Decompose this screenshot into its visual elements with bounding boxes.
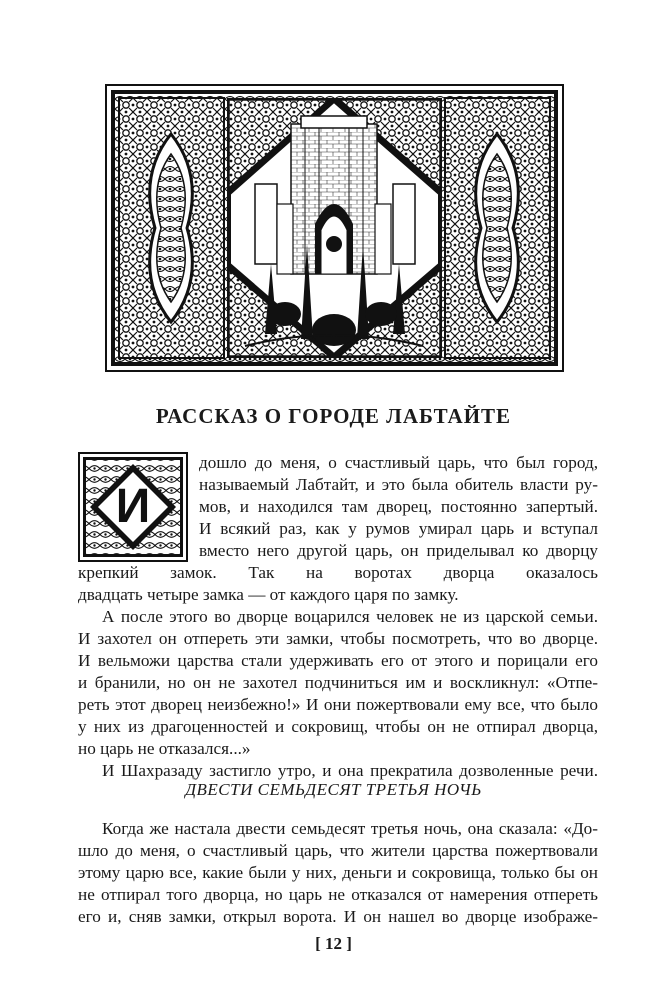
text-line: двадцать четыре замка — от каждого царя по замку.: [78, 585, 459, 604]
text-line: этому царю все, какие были у них, деньги и сокровища, только бы он: [78, 863, 598, 882]
text-line: Когда же настала двести семьдесят третья ночь, она сказала: «До-: [102, 819, 598, 838]
text-line: реть этот дворец неизбежно!» И они пожертвовали ему все, что было: [78, 695, 598, 714]
text-line: И вельможи царства стали удерживать его от этого и порицали его: [78, 651, 598, 670]
text-line: вместо него другой царь, он приделывал ко дворцу: [199, 541, 598, 560]
text-line: и бранили, но он не захотел подчиниться им и воскликнул: «Отпе-: [78, 673, 598, 692]
text-line: но царь не отказался...»: [78, 739, 251, 758]
chapter-subtitle: ДВЕСТИ СЕМЬДЕСЯТ ТРЕТЬЯ НОЧЬ: [185, 780, 482, 799]
text-line: дошло до меня, о счастливый царь, что был город,: [199, 453, 598, 472]
text-line: называемый Лабтайт, и это была обитель власти ру-: [199, 475, 598, 494]
text-line: его и, сняв замки, открыл ворота. И он нашел во дворце изображе-: [78, 907, 598, 926]
text-line: мов, и находился там дворец, постоянно запертый.: [199, 497, 598, 516]
text-line: И всякий раз, как у румов умирал царь и вступал: [199, 519, 598, 538]
text-line: крепкий замок. Так на воротах дворца оказалось: [78, 563, 598, 582]
text-line: шло до меня, о счастливый царь, что жители царства пожертвовали: [78, 841, 598, 860]
text-line: И Шахразаду застигло утро, и она прекратила дозволенные речи.: [102, 761, 598, 780]
palace-illustration: [105, 84, 564, 372]
text-line: А после этого во дворце воцарился человек не из царской семьи.: [102, 607, 598, 626]
story-title: РАССКАЗ О ГОРОДЕ ЛАБТАЙТЕ: [155, 404, 512, 428]
text-line: у них из драгоценностей и сокровищ, чтобы он не отпирал дворца,: [78, 717, 598, 736]
drop-cap-letter: И: [115, 480, 151, 533]
text-line: И захотел он отпереть эти замки, чтобы посмотреть, что во дворце.: [78, 629, 598, 648]
text-line: не отпирал того дворца, но царь не отказался от намерения отпереть: [78, 885, 598, 904]
page-number: [ 12 ]: [315, 934, 352, 953]
